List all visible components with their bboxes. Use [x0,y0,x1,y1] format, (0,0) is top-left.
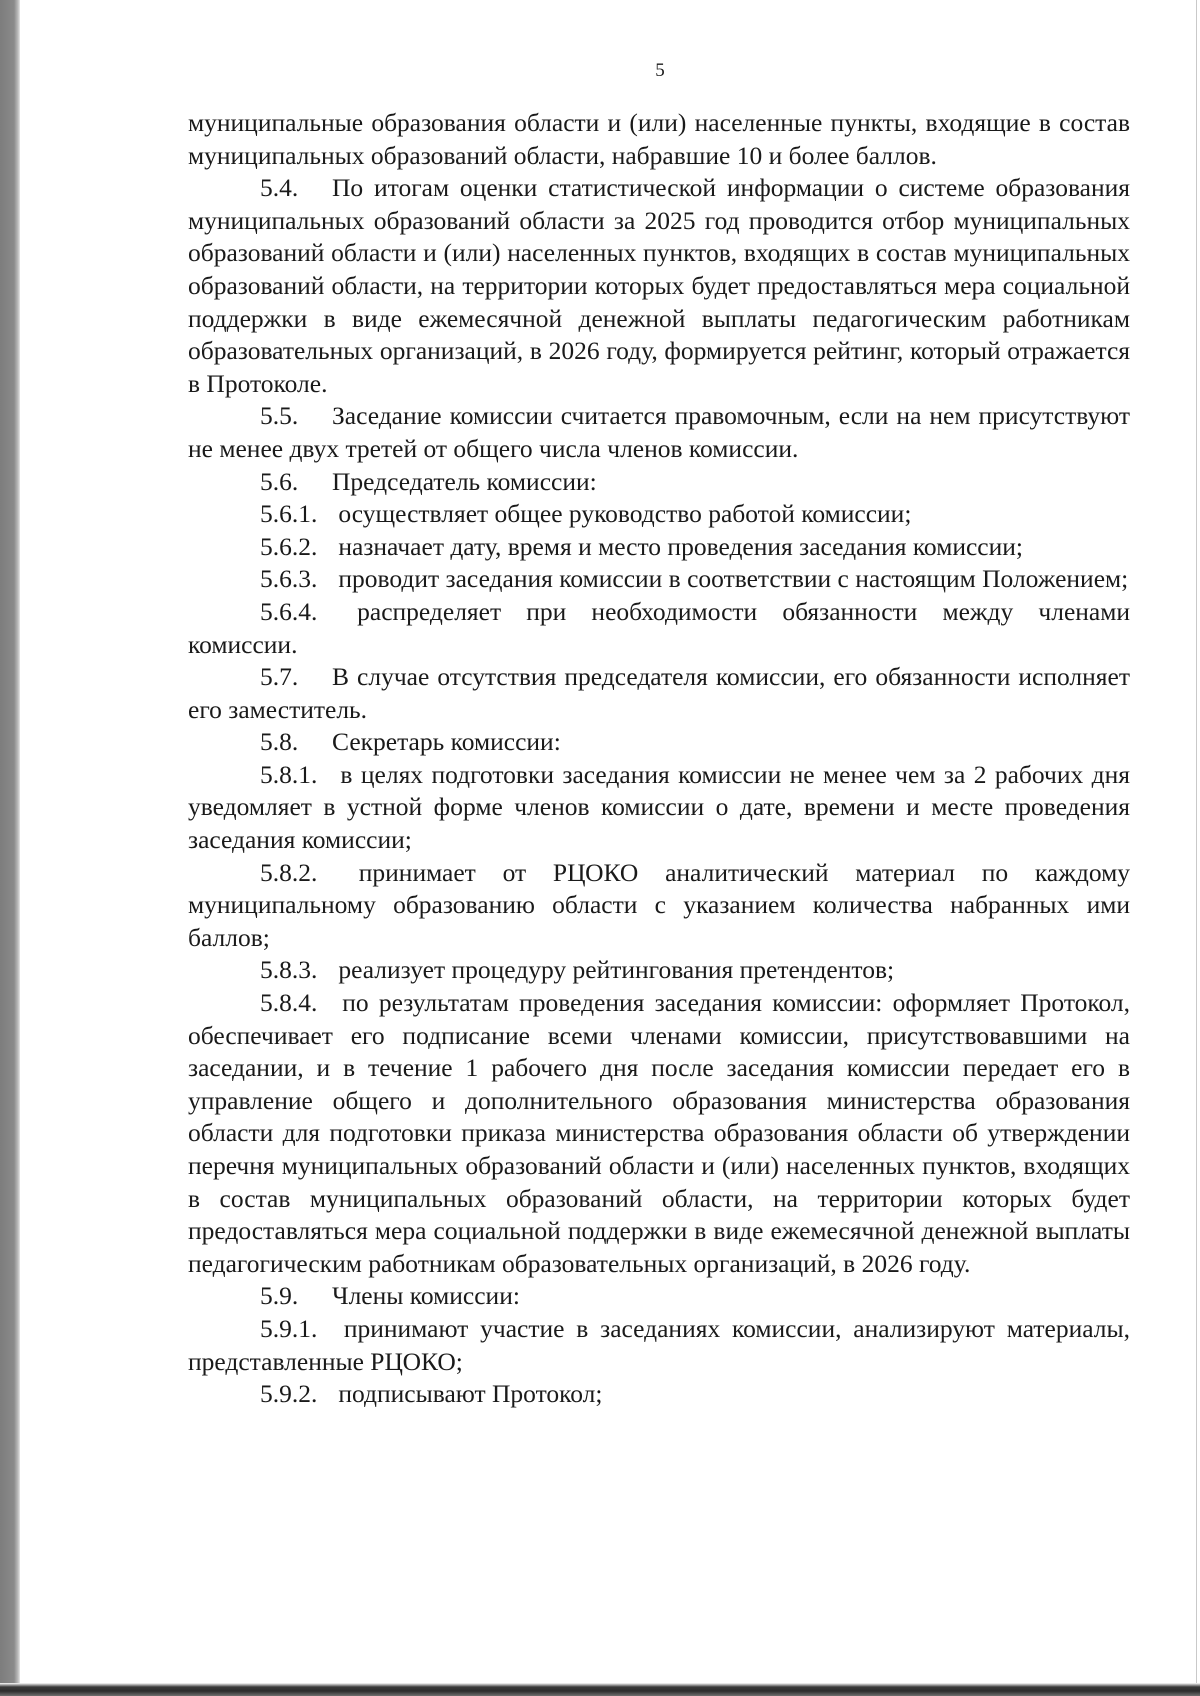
scan-page-edge-right [1196,0,1197,1696]
paragraph-text: реализует процедуру рейтингования претендентов; [338,955,895,985]
clause-number: 5.8.1. [260,759,318,789]
paragraph-5-9-2 [188,1378,1130,1411]
clause-number: 5.8.3. [260,955,318,985]
paragraph-text: В случае отсутствия председателя комиссии, его обязанности исполняет его заместитель. [188,662,1130,724]
clause-number: 5.8.4. [260,988,318,1018]
scan-shadow-bottom [0,1683,1200,1696]
clause-number: 5.8.2. [260,857,318,887]
paragraph-text: осуществляет общее руководство работой комиссии; [338,499,912,529]
paragraph-text: принимает от РЦОКО аналитический материал по каждому муниципальному образованию области с указанием количества набранных ими баллов; [188,857,1130,952]
paragraph-text: назначает дату, время и место проведения заседания комиссии; [338,531,1023,561]
paragraph-5-7 [188,661,1130,726]
paragraph-text: по результатам проведения заседания комиссии: оформляет Протокол, обеспечивает его подписание всеми членами комиссии, присутствовавшими на заседании, и в течение 1 рабочего дня после заседания комиссии передает его в управление общего и дополнительного образования министерства образования области для подготовки приказа министерства образования области об утверждении перечня муниципальных образований области и (или) населенных пунктов, входящих в состав муниципальных образований области, на территории которых будет предоставляться мера социальной поддержки в виде ежемесячной денежной выплаты педагогическим работникам образовательных организаций, в 2026 году. [188,988,1131,1278]
paragraph-text: Члены комиссии: [332,1281,520,1311]
clause-number: 5.9.1. [260,1313,318,1343]
paragraph-5-9-1 [188,1313,1130,1378]
clause-number: 5.5. [260,401,299,431]
paragraph-continuation [188,107,1130,172]
clause-number: 5.6.1. [260,499,318,529]
paragraph-5-6-4 [188,596,1130,661]
paragraph-5-9 [188,1280,1130,1313]
paragraph-text: в целях подготовки заседания комиссии не менее чем за 2 рабочих дня уведомляет в устной форме членов комиссии о дате, времени и месте проведения заседания комиссии; [188,759,1130,855]
clause-number: 5.4. [260,173,299,203]
clause-number: 5.9.2. [260,1379,318,1409]
page-number: 5 [655,60,665,81]
paragraph-5-6 [188,466,1130,499]
clause-number: 5.7. [260,662,299,692]
paragraph-text: подписывают Протокол; [338,1379,603,1409]
clause-number: 5.8. [260,727,299,757]
paragraph-5-4 [188,172,1130,400]
clause-number: 5.6.2. [260,531,318,561]
document-body [188,107,1130,1411]
paragraph-5-8-1 [188,759,1130,857]
clause-number: 5.9. [260,1281,299,1311]
paragraph-5-5 [188,400,1130,465]
clause-number: 5.6.3. [260,564,318,594]
clause-number: 5.6. [260,466,299,496]
paragraph-5-6-3 [188,563,1130,596]
paragraph-text: Секретарь комиссии: [332,727,561,757]
paragraph-text: муниципальные образования области и (или) населенные пункты, входящие в состав муниципальных образований области, набравшие 10 и более баллов. [188,108,1130,170]
paragraph-5-6-2 [188,531,1130,564]
paragraph-text: проводит заседания комиссии в соответствии с настоящим Положением; [338,564,1129,594]
paragraph-text: принимают участие в заседаниях комиссии, анализируют материалы, представленные РЦОКО; [188,1313,1130,1376]
clause-number: 5.6.4. [260,596,318,626]
paragraph-5-8-3 [188,954,1130,987]
paragraph-text: Председатель комиссии: [332,466,597,496]
scan-shadow-left [0,0,20,1696]
paragraph-5-8 [188,726,1130,759]
paragraph-5-6-1 [188,498,1130,531]
paragraph-5-8-4 [188,987,1130,1280]
paragraph-text: По итогам оценки статистической информации о системе образования муниципальных образований области за 2025 год проводится отбор муниципальных образований области и (или) населенных пунктов, входящих в состав муниципальных образований области, на территории которых будет предоставляться мера социальной поддержки в виде ежемесячной денежной выплаты педагогическим работникам образовательных организаций, в 2026 году, формируется рейтинг, который отражается в Протоколе. [188,173,1130,398]
paragraph-text: Заседание комиссии считается правомочным, если на нем присутствуют не менее двух третей от общего числа членов комиссии. [188,401,1130,463]
paragraph-text: распределяет при необходимости обязанности между членами комиссии. [188,596,1131,659]
paragraph-5-8-2 [188,857,1130,955]
